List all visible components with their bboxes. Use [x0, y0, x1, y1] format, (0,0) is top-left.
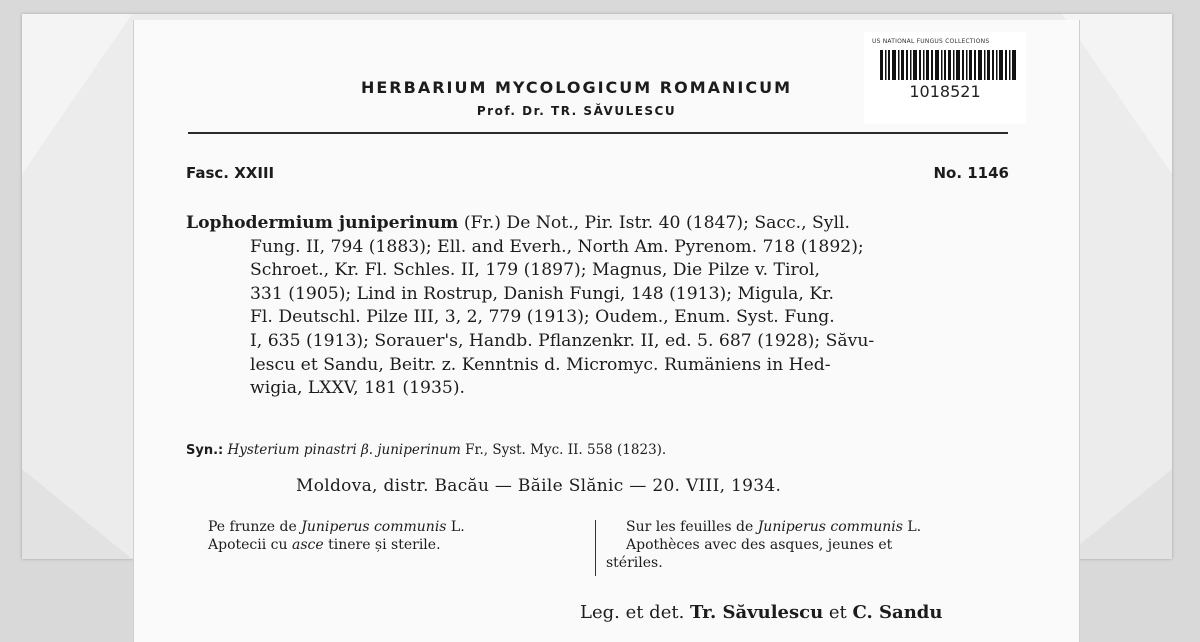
collector-name-1: Tr. Săvulescu [690, 602, 824, 623]
herbarium-label [133, 20, 1080, 642]
romanian-host-prefix: Pe frunze de [208, 519, 302, 535]
barcode-caption: US NATIONAL FUNGUS COLLECTIONS [872, 38, 990, 45]
herbarium-director: Prof. Dr. TR. SĂVULESCU [476, 104, 677, 118]
header-rule [188, 132, 1008, 134]
collector-line [580, 602, 942, 623]
citation-line: lescu et Sandu, Beitr. z. Kenntnis d. Micromyc. Rumäniens in Hed- [250, 354, 831, 375]
column-divider [595, 520, 596, 576]
collector-joiner: et [823, 602, 853, 623]
citation-line: Schroet., Kr. Fl. Schles. II, 179 (1897); Magnus, Die Pilze v. Tirol, [250, 260, 820, 281]
synonym-reference: Fr., Syst. Myc. II. 558 (1823). [460, 442, 667, 458]
french-line2: Apothèces avec des asques, jeunes et [626, 537, 893, 553]
french-host-suffix: L. [902, 519, 922, 535]
citation-line: I, 635 (1913); Sorauer's, Handb. Pflanzenkr. II, ed. 5. 687 (1928); Săvu- [250, 330, 875, 351]
french-description [606, 518, 1014, 572]
french-host-name: Juniperus communis [757, 519, 903, 535]
fascicle-number: Fasc. XXIII [186, 164, 275, 182]
barcode-icon [880, 50, 1016, 80]
romanian-host-suffix: L. [446, 519, 465, 535]
citation-line: Fl. Deutschl. Pilze III, 3, 2, 779 (1913); Oudem., Enum. Syst. Fung. [250, 307, 835, 328]
french-host-prefix: Sur les feuilles de [626, 519, 758, 535]
romanian-line2-b: tinere și sterile. [323, 537, 441, 553]
french-line3: stériles. [606, 555, 663, 571]
barcode-number: 1018521 [909, 82, 981, 101]
romanian-line2-a: Apotecii cu [208, 537, 292, 553]
barcode-sticker [864, 32, 1026, 124]
romanian-host-name: Juniperus communis [301, 519, 447, 535]
envelope-flap-left-bottom [22, 469, 132, 559]
citation-line: (Fr.) De Not., Pir. Istr. 40 (1847); Sacc., Syll. [458, 213, 850, 233]
species-name: Lophodermium juniperinum [186, 213, 459, 233]
citation-line: Fung. II, 794 (1883); Ell. and Everh., North Am. Pyrenom. 718 (1892); [250, 236, 864, 257]
citation-line: wigia, LXXV, 181 (1935). [250, 378, 465, 399]
romanian-description [208, 518, 590, 554]
locality: Moldova, distr. Bacău — Băile Slănic — 20. VIII, 1934. [296, 476, 782, 496]
romanian-line2-italic: asce [291, 537, 324, 553]
species-citation [186, 212, 1012, 401]
synonym-name: Hysterium pinastri β. juniperinum [227, 442, 461, 458]
specimen-number: No. 1146 [933, 164, 1009, 182]
collector-prefix: Leg. et det. [580, 602, 691, 623]
herbarium-title: HERBARIUM MYCOLOGICUM ROMANICUM [360, 78, 793, 97]
citation-line: 331 (1905); Lind in Rostrup, Danish Fungi, 148 (1913); Migula, Kr. [250, 283, 834, 304]
synonym-label: Syn.: [186, 443, 224, 458]
synonym [186, 442, 666, 458]
collector-name-2: C. Sandu [852, 602, 943, 623]
